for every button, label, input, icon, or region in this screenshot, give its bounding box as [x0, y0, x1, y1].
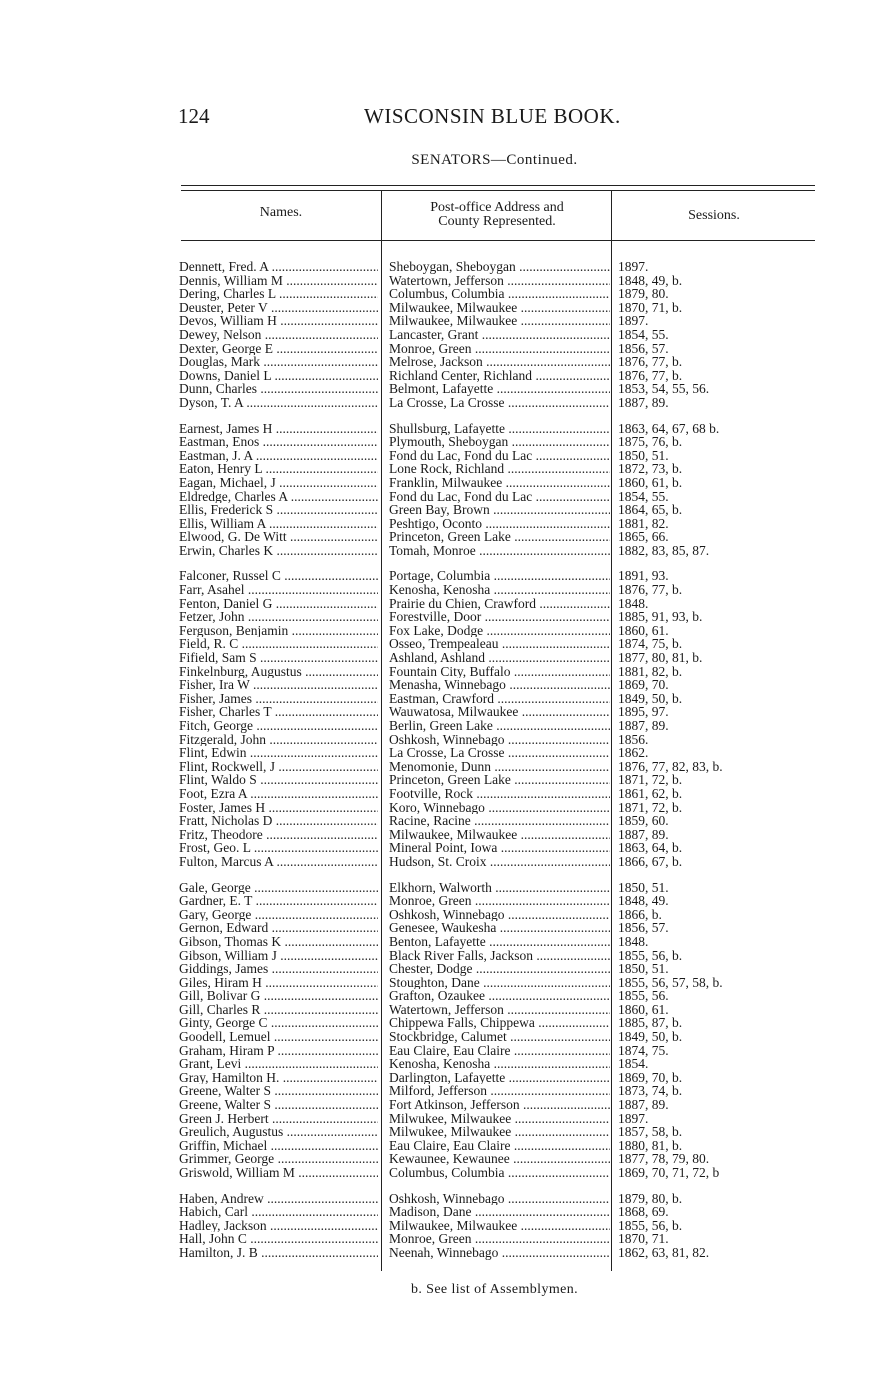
sessions: 1872, 73, b. — [618, 462, 683, 476]
senator-name: Fenton, Daniel G ..... — [179, 597, 378, 611]
table-row — [0, 773, 869, 787]
sessions: 1857, 58, b. — [618, 1125, 683, 1139]
table-row — [0, 1205, 869, 1219]
senator-name: Greene, Walter S ..... — [179, 1084, 378, 1098]
senator-name: Fisher, Charles T ..... — [179, 705, 378, 719]
post-office-address: Chippewa Falls, Chippewa ..... — [389, 1016, 610, 1030]
table-row — [0, 355, 869, 369]
table-row — [0, 449, 869, 463]
post-office-address: Green Bay, Brown ..... — [389, 503, 610, 517]
senator-name: Foster, James H ..... — [179, 801, 378, 815]
post-office-address: Milford, Jefferson ..... — [389, 1084, 610, 1098]
post-office-address: Darlington, Lafayette ..... — [389, 1071, 610, 1085]
sessions: 1891, 93. — [618, 569, 669, 584]
post-office-address: Melrose, Jackson ..... — [389, 355, 610, 369]
senator-name: Gray, Hamilton H. ..... — [179, 1071, 378, 1085]
senator-name: Gibson, Thomas K ..... — [179, 935, 378, 949]
table-row — [0, 855, 869, 869]
sessions: 1863, 64, b. — [618, 841, 683, 855]
post-office-address: Stoughton, Dane ..... — [389, 976, 610, 990]
table-row — [0, 760, 869, 774]
senator-name: Fitzgerald, John ..... — [179, 733, 378, 747]
senator-name: Gardner, E. T ..... — [179, 894, 378, 908]
post-office-address: Mineral Point, Iowa ..... — [389, 841, 610, 855]
sessions: 1853, 54, 55, 56. — [618, 382, 710, 396]
post-office-address: Milwukee, Milwaukee ..... — [389, 1112, 610, 1126]
running-title: WISCONSIN BLUE BOOK. — [364, 104, 621, 128]
post-office-address: La Crosse, La Crosse ..... — [389, 746, 610, 760]
senator-name: Haben, Andrew ..... — [179, 1192, 378, 1206]
post-office-address: Milwaukee, Milwaukee ..... — [389, 301, 610, 315]
senator-name: Devos, William H ..... — [179, 314, 378, 328]
table-row — [0, 274, 869, 288]
sessions: 1855, 56, b. — [618, 948, 683, 963]
post-office-address: Kewaunee, Kewaunee ..... — [389, 1152, 610, 1166]
post-office-address: Watertown, Jefferson ..... — [389, 1003, 610, 1017]
post-office-address: Hudson, St. Croix ..... — [389, 855, 610, 869]
post-office-address: Eau Claire, Eau Claire ..... — [389, 1139, 610, 1153]
senator-name: Gill, Bolivar G ..... — [179, 989, 378, 1003]
senator-name: Goodell, Lemuel ..... — [179, 1030, 378, 1044]
senator-name: Flint, Rockwell, J ..... — [179, 760, 378, 774]
sessions: 1895, 97. — [618, 705, 669, 719]
table-row — [0, 828, 869, 842]
senator-name: Green J. Herbert ..... — [179, 1112, 378, 1126]
post-office-address: Princeton, Green Lake ..... — [389, 773, 610, 787]
post-office-address: Richland Center, Richland ..... — [389, 369, 610, 383]
post-office-address: Ashland, Ashland ..... — [389, 651, 610, 665]
sessions: 1871, 72, b. — [618, 800, 683, 815]
table-row — [0, 597, 869, 611]
post-office-address: Fountain City, Buffalo ..... — [389, 665, 610, 679]
table-row — [0, 746, 869, 760]
senator-name: Ellis, William A ..... — [179, 517, 378, 531]
sessions: 1865, 66. — [618, 530, 669, 544]
table-row — [0, 1084, 869, 1098]
table-row — [0, 1232, 869, 1246]
post-office-address: Kenosha, Kenosha ..... — [389, 1057, 610, 1071]
table-row — [0, 881, 869, 895]
column-header-address-line2: County Represented. — [438, 214, 556, 229]
table-row — [0, 949, 869, 963]
sessions: 1876, 77, b. — [618, 368, 683, 383]
senator-name: Ginty, George C ..... — [179, 1016, 378, 1030]
sessions: 1863, 64, 67, 68 b. — [618, 421, 720, 436]
table-row — [0, 651, 869, 665]
post-office-address: Fox Lake, Dodge ..... — [389, 624, 610, 638]
senators-list — [0, 260, 869, 1272]
sessions: 1887, 89. — [618, 1098, 669, 1112]
senator-name: Gill, Charles R ..... — [179, 1003, 378, 1017]
table-row — [0, 976, 869, 990]
table-row — [0, 894, 869, 908]
table-row — [0, 1057, 869, 1071]
senator-name: Elwood, G. De Witt ..... — [179, 530, 378, 544]
senator-name: Graham, Hiram P ..... — [179, 1044, 378, 1058]
table-row — [0, 435, 869, 449]
section-title: SENATORS—Continued. — [411, 152, 578, 168]
post-office-address: Fond du Lac, Fond du Lac ..... — [389, 490, 610, 504]
table-row — [0, 1044, 869, 1058]
post-office-address: Lancaster, Grant ..... — [389, 328, 610, 342]
post-office-address: Oshkosh, Winnebago ..... — [389, 1192, 610, 1206]
sessions: 1879, 80, b. — [618, 1191, 683, 1206]
sessions: 1887, 89. — [618, 395, 669, 410]
senator-name: Fisher, Ira W ..... — [179, 678, 378, 692]
post-office-address: Tomah, Monroe ..... — [389, 544, 610, 558]
table-row — [0, 342, 869, 356]
post-office-address: Monroe, Green ..... — [389, 342, 610, 356]
sessions: 1871, 72, b. — [618, 773, 683, 787]
sessions: 1887, 89. — [618, 719, 669, 733]
sessions: 1848, 49, b. — [618, 273, 683, 288]
post-office-address: Forestville, Door ..... — [389, 610, 610, 624]
table-row — [0, 503, 869, 517]
post-office-address: Milwaukee, Milwaukee ..... — [389, 314, 610, 328]
sessions: 1879, 80. — [618, 287, 669, 301]
post-office-address: Elkhorn, Walworth ..... — [389, 881, 610, 895]
table-row — [0, 801, 869, 815]
sessions: 1856. — [618, 732, 649, 747]
table-row — [0, 921, 869, 935]
table-row — [0, 422, 869, 436]
senator-name: Flint, Edwin ..... — [179, 746, 378, 760]
sessions: 1854, 55. — [618, 327, 669, 342]
sessions: 1876, 77, b. — [618, 583, 683, 597]
senator-name: Griffin, Michael ..... — [179, 1139, 378, 1153]
letter-group — [0, 881, 869, 1180]
senator-name: Fifield, Sam S ..... — [179, 651, 378, 665]
senator-name: Erwin, Charles K ..... — [179, 544, 378, 558]
table-row — [0, 1071, 869, 1085]
senator-name: Eldredge, Charles A ..... — [179, 490, 378, 504]
post-office-address: Sheboygan, Sheboygan ..... — [389, 260, 610, 274]
post-office-address: Stockbridge, Calumet ..... — [389, 1030, 610, 1044]
post-office-address: Madison, Dane ..... — [389, 1205, 610, 1219]
post-office-address: Milwaukee, Milwaukee ..... — [389, 828, 610, 842]
senator-name: Gibson, William J ..... — [179, 949, 378, 963]
post-office-address: Oshkosh, Winnebago ..... — [389, 908, 610, 922]
senator-name: Dering, Charles L ..... — [179, 287, 378, 301]
post-office-address: Eastman, Crawford ..... — [389, 692, 610, 706]
sessions: 1873, 74, b. — [618, 1084, 683, 1099]
post-office-address: Franklin, Milwaukee ..... — [389, 476, 610, 490]
sessions: 1869, 70. — [618, 678, 669, 692]
table-row — [0, 462, 869, 476]
sessions: 1854. — [618, 1057, 649, 1071]
sessions: 1875, 76, b. — [618, 435, 683, 449]
senator-name: Douglas, Mark ..... — [179, 355, 378, 369]
senator-name: Eastman, Enos ..... — [179, 435, 378, 449]
sessions: 1866, 67, b. — [618, 854, 683, 869]
table-row — [0, 841, 869, 855]
sessions: 1864, 65, b. — [618, 503, 683, 517]
sessions: 1897. — [618, 1111, 649, 1126]
senator-name: Hall, John C ..... — [179, 1232, 378, 1246]
table-top-rule-inner — [181, 190, 815, 191]
sessions: 1869, 70, b. — [618, 1070, 683, 1085]
post-office-address: Monroe, Green ..... — [389, 894, 610, 908]
post-office-address: Berlin, Green Lake ..... — [389, 719, 610, 733]
post-office-address: Black River Falls, Jackson ..... — [389, 949, 610, 963]
senator-name: Downs, Daniel L ..... — [179, 369, 378, 383]
senator-name: Giles, Hiram H ..... — [179, 976, 378, 990]
post-office-address: Menasha, Winnebago ..... — [389, 678, 610, 692]
senator-name: Gary, George ..... — [179, 908, 378, 922]
post-office-address: Chester, Dodge ..... — [389, 962, 610, 976]
table-row — [0, 1098, 869, 1112]
sessions: 1850, 51. — [618, 448, 669, 463]
letter-group — [0, 1192, 869, 1260]
senator-name: Earnest, James H ..... — [179, 422, 378, 436]
post-office-address: Oshkosh, Winnebago ..... — [389, 733, 610, 747]
column-header-address — [383, 201, 611, 229]
senator-name: Dennis, William M ..... — [179, 274, 378, 288]
sessions: 1881, 82, b. — [618, 664, 683, 679]
column-header-names: Names. — [259, 205, 303, 220]
senator-name: Hamilton, J. B ..... — [179, 1246, 378, 1260]
sessions: 1860, 61, b. — [618, 475, 683, 490]
table-row — [0, 1139, 869, 1153]
table-row — [0, 733, 869, 747]
table-row — [0, 1192, 869, 1206]
sessions: 1868, 69. — [618, 1205, 669, 1219]
senator-name: Dyson, T. A ..... — [179, 396, 378, 410]
senator-name: Dewey, Nelson ..... — [179, 328, 378, 342]
table-top-rule — [181, 185, 815, 186]
sessions: 1848. — [618, 934, 649, 949]
senator-name: Habich, Carl ..... — [179, 1205, 378, 1219]
sessions: 1862. — [618, 746, 649, 760]
letter-group — [0, 569, 869, 868]
sessions: 1866, b. — [618, 907, 662, 922]
senator-name: Ellis, Frederick S ..... — [179, 503, 378, 517]
sessions: 1854, 55. — [618, 489, 669, 504]
senator-name: Fritz, Theodore ..... — [179, 828, 378, 842]
sessions: 1862, 63, 81, 82. — [618, 1245, 710, 1260]
post-office-address: Neenah, Winnebago ..... — [389, 1246, 610, 1260]
table-row — [0, 624, 869, 638]
senator-name: Greulich, Augustus ..... — [179, 1125, 378, 1139]
table-row — [0, 692, 869, 706]
table-row — [0, 1166, 869, 1180]
sessions: 1856, 57. — [618, 341, 669, 356]
table-row — [0, 1016, 869, 1030]
table-row — [0, 382, 869, 396]
post-office-address: Columbus, Columbia ..... — [389, 287, 610, 301]
table-row — [0, 1112, 869, 1126]
post-office-address: Milwaukee, Milwaukee ..... — [389, 1219, 610, 1233]
table-row — [0, 1125, 869, 1139]
sessions: 1881, 82. — [618, 516, 669, 531]
senator-name: Eagan, Michael, J ..... — [179, 476, 378, 490]
post-office-address: Peshtigo, Oconto ..... — [389, 517, 610, 531]
sessions: 1885, 91, 93, b. — [618, 610, 703, 624]
sessions: 1859, 60. — [618, 814, 669, 828]
table-row — [0, 1030, 869, 1044]
post-office-address: Wauwatosa, Milwaukee ..... — [389, 705, 610, 719]
sessions: 1870, 71. — [618, 1232, 669, 1246]
senator-name: Field, R. C ..... — [179, 637, 378, 651]
sessions: 1877, 80, 81, b. — [618, 651, 703, 665]
senator-name: Dexter, George E ..... — [179, 342, 378, 356]
senator-name: Finkelnburg, Augustus ..... — [179, 665, 378, 679]
sessions: 1874, 75, b. — [618, 637, 683, 652]
senator-name: Fitch, George ..... — [179, 719, 378, 733]
post-office-address: Plymouth, Sheboygan ..... — [389, 435, 610, 449]
table-row — [0, 1003, 869, 1017]
senator-name: Grant, Levi ..... — [179, 1057, 378, 1071]
sessions: 1848, 49. — [618, 894, 669, 908]
post-office-address: Belmont, Lafayette ..... — [389, 382, 610, 396]
sessions: 1856, 57. — [618, 921, 669, 935]
senator-name: Griswold, William M ..... — [179, 1166, 378, 1180]
table-row — [0, 287, 869, 301]
sessions: 1860, 61. — [618, 1002, 669, 1017]
column-header-address-line1: Post-office Address and — [430, 200, 564, 215]
table-row — [0, 301, 869, 315]
sessions: 1855, 56. — [618, 989, 669, 1003]
table-row — [0, 935, 869, 949]
sessions: 1850, 51. — [618, 962, 669, 976]
table-row — [0, 665, 869, 679]
post-office-address: Watertown, Jefferson ..... — [389, 274, 610, 288]
senator-name: Fetzer, John ..... — [179, 610, 378, 624]
post-office-address: Fort Atkinson, Jefferson ..... — [389, 1098, 610, 1112]
table-row — [0, 396, 869, 410]
senator-name: Farr, Asahel ..... — [179, 583, 378, 597]
footnote: b. See list of Assemblymen. — [410, 1282, 579, 1297]
post-office-address: Portage, Columbia ..... — [389, 569, 610, 583]
table-row — [0, 1219, 869, 1233]
table-row — [0, 1152, 869, 1166]
table-row — [0, 369, 869, 383]
page-number: 124 — [178, 104, 210, 128]
sessions: 1870, 71, b. — [618, 300, 683, 315]
table-row — [0, 719, 869, 733]
sessions: 1855, 56, 57, 58, b. — [618, 975, 723, 990]
post-office-address: Kenosha, Kenosha ..... — [389, 583, 610, 597]
sessions: 1848. — [618, 596, 649, 611]
table-row — [0, 962, 869, 976]
column-header-sessions: Sessions. — [688, 208, 740, 223]
table-row — [0, 814, 869, 828]
sessions: 1877, 78, 79, 80. — [618, 1152, 710, 1166]
header-bottom-rule — [181, 240, 815, 241]
sessions: 1897. — [618, 260, 649, 274]
table-row — [0, 610, 869, 624]
post-office-address: Princeton, Green Lake ..... — [389, 530, 610, 544]
post-office-address: Grafton, Ozaukee ..... — [389, 989, 610, 1003]
table-row — [0, 328, 869, 342]
senator-name: Dunn, Charles ..... — [179, 382, 378, 396]
sessions: 1861, 62, b. — [618, 786, 683, 801]
sessions: 1880, 81, b. — [618, 1138, 683, 1153]
senator-name: Fulton, Marcus A ..... — [179, 855, 378, 869]
senator-name: Foot, Ezra A ..... — [179, 787, 378, 801]
sessions: 1850, 51. — [618, 880, 669, 895]
table-row — [0, 517, 869, 531]
table-row — [0, 490, 869, 504]
senator-name: Gernon, Edward ..... — [179, 921, 378, 935]
table-row — [0, 569, 869, 583]
senator-name: Gale, George ..... — [179, 881, 378, 895]
table-row — [0, 705, 869, 719]
table-row — [0, 787, 869, 801]
post-office-address: Koro, Winnebago ..... — [389, 801, 610, 815]
senator-name: Grimmer, George ..... — [179, 1152, 378, 1166]
sessions: 1849, 50, b. — [618, 1030, 683, 1044]
senator-name: Eastman, J. A ..... — [179, 449, 378, 463]
post-office-address: Milwukee, Milwaukee ..... — [389, 1125, 610, 1139]
post-office-address: Fond du Lac, Fond du Lac ..... — [389, 449, 610, 463]
post-office-address: Footville, Rock ..... — [389, 787, 610, 801]
post-office-address: Shullsburg, Lafayette ..... — [389, 422, 610, 436]
senator-name: Eaton, Henry L ..... — [179, 462, 378, 476]
table-row — [0, 908, 869, 922]
post-office-address: Columbus, Columbia ..... — [389, 1166, 610, 1180]
post-office-address: Racine, Racine ..... — [389, 814, 610, 828]
table-row — [0, 678, 869, 692]
post-office-address: Monroe, Green ..... — [389, 1232, 610, 1246]
sessions: 1855, 56, b. — [618, 1218, 683, 1233]
sessions: 1860, 61. — [618, 623, 669, 638]
table-row — [0, 544, 869, 558]
senator-name: Ferguson, Benjamin ..... — [179, 624, 378, 638]
sessions: 1897. — [618, 314, 649, 328]
senator-name: Fratt, Nicholas D ..... — [179, 814, 378, 828]
sessions: 1887, 89. — [618, 827, 669, 842]
senator-name: Deuster, Peter V ..... — [179, 301, 378, 315]
letter-group — [0, 422, 869, 558]
senator-name: Flint, Waldo S ..... — [179, 773, 378, 787]
post-office-address: Lone Rock, Richland ..... — [389, 462, 610, 476]
sessions: 1882, 83, 85, 87. — [618, 543, 710, 558]
table-row — [0, 530, 869, 544]
senator-name: Hadley, Jackson ..... — [179, 1219, 378, 1233]
table-row — [0, 583, 869, 597]
senator-name: Fisher, James ..... — [179, 692, 378, 706]
table-row — [0, 260, 869, 274]
letter-group — [0, 260, 869, 410]
post-office-address: La Crosse, La Crosse ..... — [389, 396, 610, 410]
sessions: 1874, 75. — [618, 1043, 669, 1058]
post-office-address: Menomonie, Dunn ..... — [389, 760, 610, 774]
post-office-address: Benton, Lafayette ..... — [389, 935, 610, 949]
senator-name: Falconer, Russel C ..... — [179, 569, 378, 583]
post-office-address: Prairie du Chien, Crawford ..... — [389, 597, 610, 611]
table-row — [0, 637, 869, 651]
sessions: 1876, 77, b. — [618, 355, 683, 369]
senator-name: Dennett, Fred. A ..... — [179, 260, 378, 274]
table-row — [0, 476, 869, 490]
sessions: 1869, 70, 71, 72, b — [618, 1166, 720, 1180]
sessions: 1849, 50, b. — [618, 691, 683, 706]
table-row — [0, 989, 869, 1003]
post-office-address: Eau Claire, Eau Claire ..... — [389, 1044, 610, 1058]
sessions: 1876, 77, 82, 83, b. — [618, 759, 723, 774]
post-office-address: Genesee, Waukesha ..... — [389, 921, 610, 935]
table-row — [0, 1246, 869, 1260]
senator-name: Giddings, James ..... — [179, 962, 378, 976]
senator-name: Frost, Geo. L ..... — [179, 841, 378, 855]
sessions: 1885, 87, b. — [618, 1016, 683, 1031]
senator-name: Greene, Walter S ..... — [179, 1098, 378, 1112]
post-office-address: Osseo, Trempealeau ..... — [389, 637, 610, 651]
table-row — [0, 314, 869, 328]
